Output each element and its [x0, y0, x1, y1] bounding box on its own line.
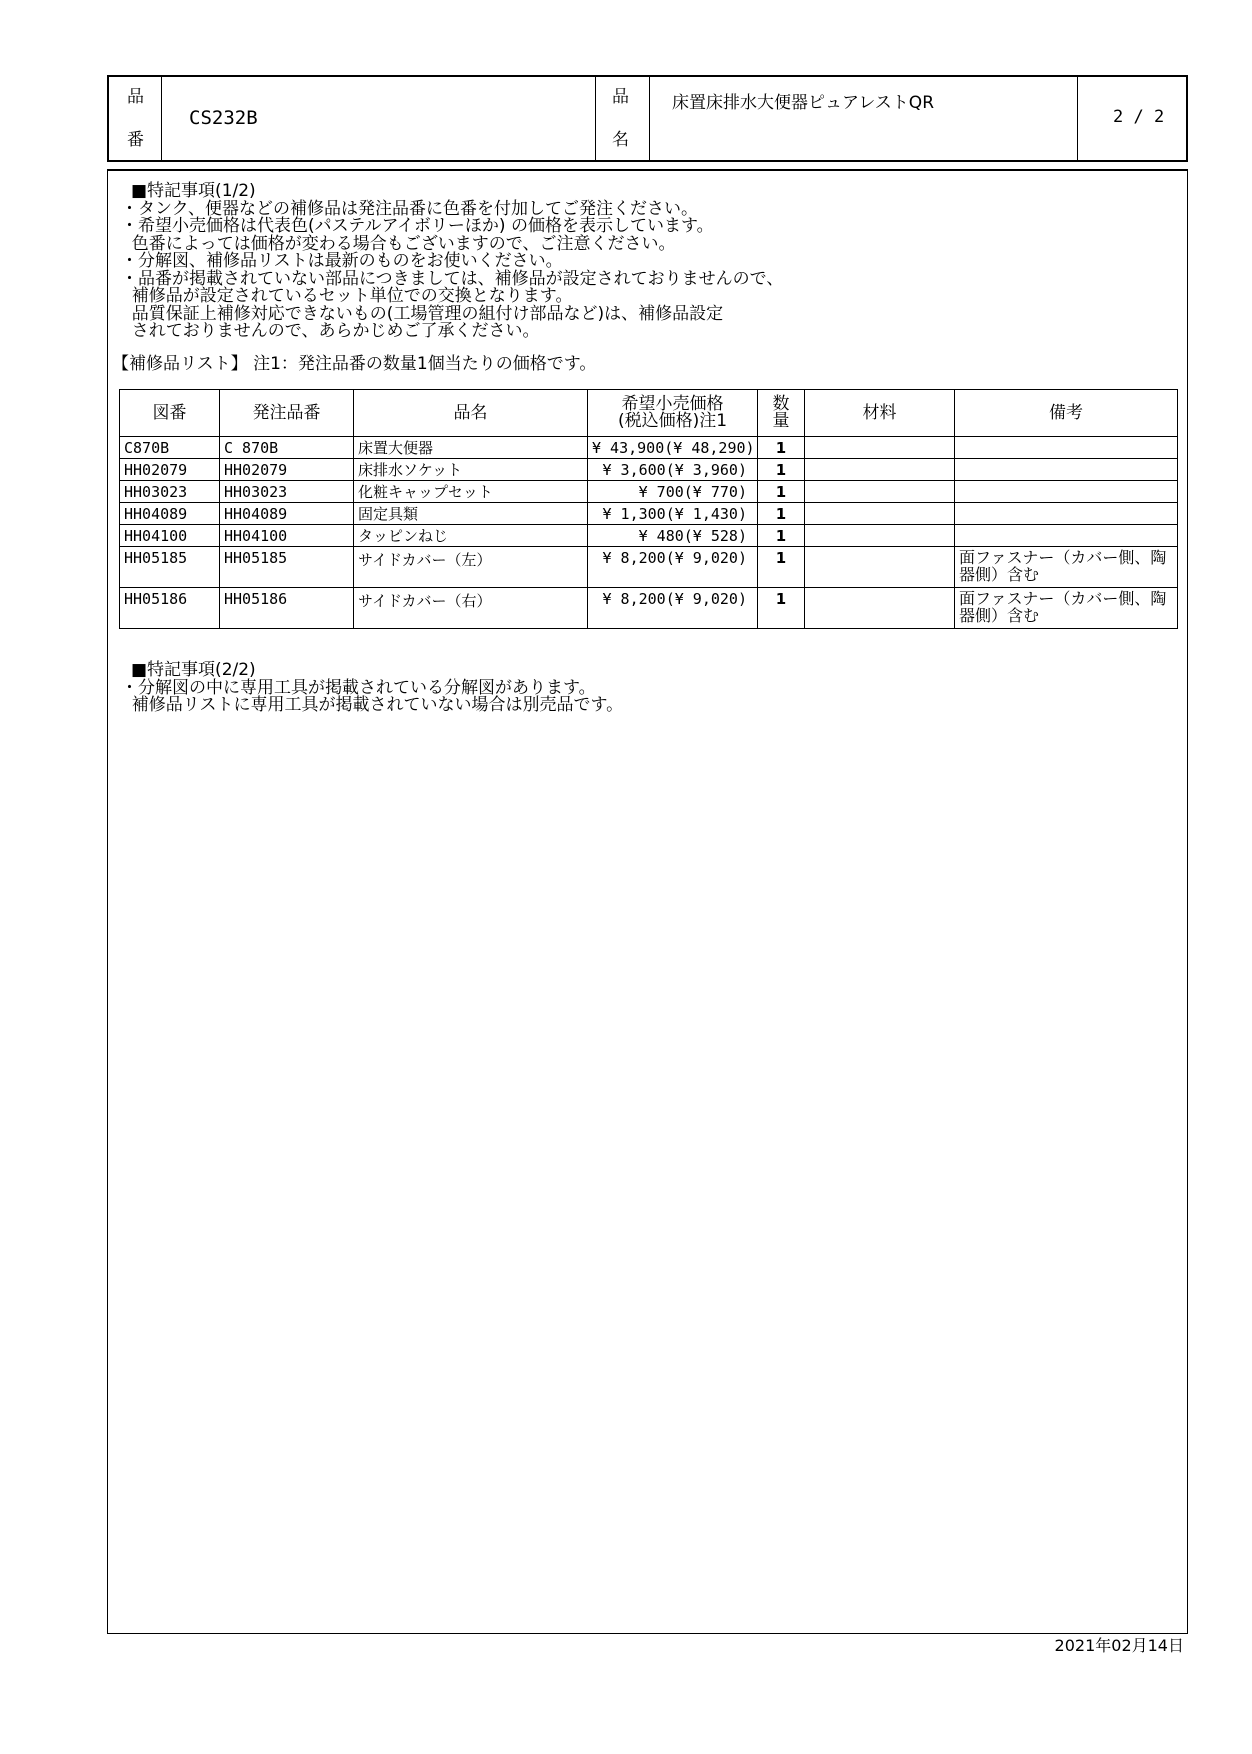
notes-1-line: ・品番が掲載されていない部品につきましては、補修品が設定されておりませんので、 — [121, 268, 784, 289]
notes-2-line: 補修品リストに専用工具が掲載されていない場合は別売品です。 — [121, 695, 624, 715]
cell-remarks — [955, 481, 1178, 503]
cell-name: 床排水ソケット — [354, 459, 588, 481]
notes-1-line: ・分解図、補修品リストは最新のものをお使いください。 — [121, 251, 563, 271]
cell-material — [805, 503, 955, 525]
table-row — [120, 547, 1178, 588]
cell-material — [805, 459, 955, 481]
table-header-row — [120, 390, 1178, 437]
table-row — [120, 525, 1178, 547]
cell-qty: 1 — [758, 481, 805, 503]
table-row — [120, 481, 1178, 503]
cell-order: HH03023 — [220, 481, 354, 503]
cell-name: サイドカバー（右） — [354, 588, 588, 629]
cell-fig: HH05185 — [120, 547, 220, 588]
notes-2-title: ■特記事項(2/2) — [131, 660, 256, 680]
cell-material — [805, 547, 955, 588]
cell-remarks: 面ファスナー（カバー側、陶器側）含む — [955, 588, 1178, 629]
cell-qty: 1 — [758, 588, 805, 629]
parts-table — [119, 389, 1178, 629]
cell-fig: HH04089 — [120, 503, 220, 525]
notes-1-line: 色番によっては価格が変わる場合もございますので、ご注意ください。 — [121, 233, 676, 254]
col-material: 材料 — [805, 390, 955, 437]
product-name: 床置床排水大便器ピュアレストQR — [672, 93, 935, 113]
cell-order: C 870B — [220, 437, 354, 459]
product-name-label-top: 品 — [612, 87, 629, 107]
cell-order: HH05185 — [220, 547, 354, 588]
notes-1-line: 品質保証上補修対応できないもの(工場管理の組付け部品など)は、補修品設定 — [121, 303, 724, 324]
table-row — [120, 503, 1178, 525]
cell-price: ¥ 700(¥ 770) — [588, 481, 758, 503]
cell-remarks — [955, 525, 1178, 547]
notes-1-line: されておりませんので、あらかじめご了承ください。 — [121, 321, 540, 341]
cell-price: ¥ 3,600(¥ 3,960) — [588, 459, 758, 481]
cell-material — [805, 481, 955, 503]
cell-qty: 1 — [758, 503, 805, 525]
cell-remarks — [955, 459, 1178, 481]
special-notes-1 — [121, 183, 783, 341]
cell-qty: 1 — [758, 459, 805, 481]
cell-fig: HH05186 — [120, 588, 220, 629]
cell-name: タッピンねじ — [354, 525, 588, 547]
col-name: 品名 — [354, 390, 588, 437]
cell-order: HH05186 — [220, 588, 354, 629]
notes-1-title: ■特記事項(1/2) — [131, 181, 256, 201]
notes-1-line: ・タンク、便器などの補修品は発注品番に色番を付加してご発注ください。 — [121, 198, 698, 219]
col-qty: 数 量 — [758, 390, 805, 437]
cell-material — [805, 588, 955, 629]
cell-fig: HH03023 — [120, 481, 220, 503]
cell-price: ¥ 8,200(¥ 9,020) — [588, 547, 758, 588]
cell-order: HH04089 — [220, 503, 354, 525]
table-row — [120, 459, 1178, 481]
table-row — [120, 437, 1178, 459]
special-notes-2 — [121, 662, 623, 715]
notes-2-line: ・分解図の中に専用工具が掲載されている分解図があります。 — [121, 677, 596, 698]
cell-price: ¥ 1,300(¥ 1,430) — [588, 503, 758, 525]
col-remarks: 備考 — [955, 390, 1178, 437]
cell-name: 固定具類 — [354, 503, 588, 525]
cell-price: ¥ 43,900(¥ 48,290) — [588, 437, 758, 459]
cell-qty: 1 — [758, 525, 805, 547]
cell-name: 化粧キャップセット — [354, 481, 588, 503]
cell-material — [805, 525, 955, 547]
cell-remarks: 面ファスナー（カバー側、陶器側）含む — [955, 547, 1178, 588]
document-header — [107, 75, 1188, 162]
part-number: CS232B — [189, 107, 258, 129]
notes-1-line: 補修品が設定されているセット単位での交換となります。 — [121, 286, 573, 306]
product-name-label-bottom: 名 — [612, 130, 629, 150]
cell-remarks — [955, 503, 1178, 525]
document-date: 2021年02月14日 — [1054, 1636, 1184, 1655]
cell-qty: 1 — [758, 437, 805, 459]
part-no-label-top: 品 — [127, 87, 144, 107]
col-fig-no: 図番 — [120, 390, 220, 437]
page-number: 2 / 2 — [1113, 107, 1165, 127]
cell-order: HH04100 — [220, 525, 354, 547]
cell-qty: 1 — [758, 547, 805, 588]
cell-price: ¥ 8,200(¥ 9,020) — [588, 588, 758, 629]
cell-name: サイドカバー（左） — [354, 547, 588, 588]
cell-material — [805, 437, 955, 459]
col-order-no: 発注品番 — [220, 390, 354, 437]
notes-1-line: ・希望小売価格は代表色(パステルアイボリーほか) の価格を表示しています。 — [121, 216, 714, 236]
cell-fig: HH04100 — [120, 525, 220, 547]
cell-order: HH02079 — [220, 459, 354, 481]
cell-fig: HH02079 — [120, 459, 220, 481]
cell-name: 床置大便器 — [354, 437, 588, 459]
cell-remarks — [955, 437, 1178, 459]
col-price: 希望小売価格 (税込価格)注1 — [588, 390, 758, 437]
table-row — [120, 588, 1178, 629]
cell-price: ¥ 480(¥ 528) — [588, 525, 758, 547]
part-no-label-bottom: 番 — [127, 130, 144, 150]
cell-fig: C870B — [120, 437, 220, 459]
parts-list-heading: 【補修品リスト】 注1：発注品番の数量1個当たりの価格です。 — [112, 354, 597, 374]
